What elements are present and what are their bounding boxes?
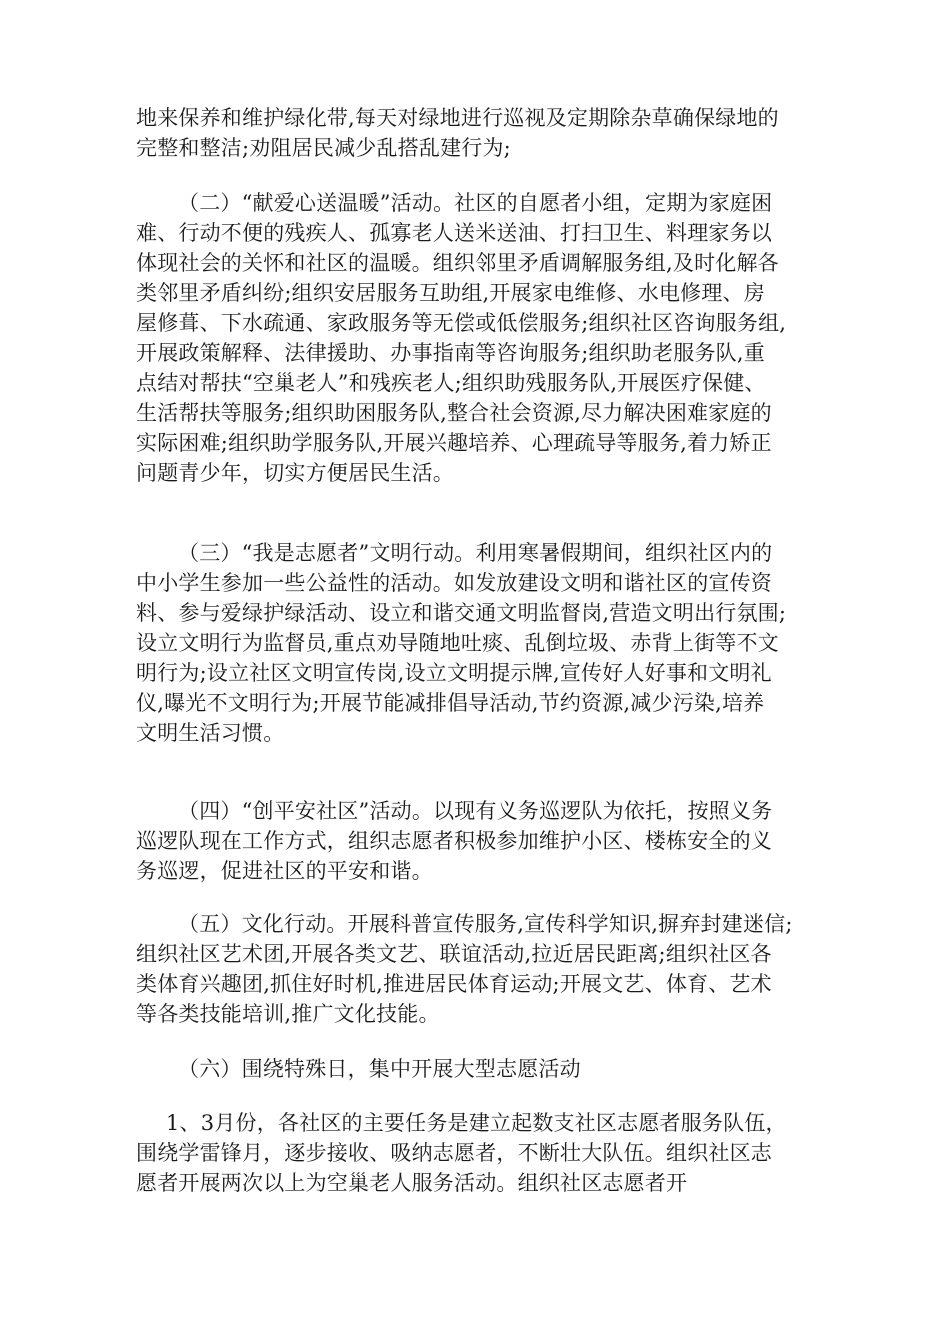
text-line: 难、行动不便的残疾人、孤寡老人送米送油、打扫卫生、料理家务以 bbox=[136, 221, 772, 245]
text-line: 问题青少年，切实方便居民生活。 bbox=[136, 461, 454, 485]
paragraph-march-task bbox=[136, 1108, 826, 1198]
text-line: 完整和整洁;劝阻居民减少乱搭乱建行为; bbox=[136, 136, 511, 160]
text-line: 地来保养和维护绿化带,每天对绿地进行巡视及定期除杂草确保绿地的 bbox=[136, 106, 779, 130]
text-line: 点结对帮扶“空巢老人”和残疾老人;组织助残服务队,开展医疗保健、 bbox=[136, 371, 766, 395]
text-line: （六）围绕特殊日，集中开展大型志愿活动 bbox=[178, 1057, 581, 1081]
text-line: 1、3月份，各社区的主要任务是建立起数支社区志愿者服务队伍， bbox=[166, 1111, 787, 1135]
text-line: （二）“献爱心送温暖”活动。社区的自愿者小组，定期为家庭困 bbox=[178, 191, 773, 215]
text-line: 生活帮扶等服务;组织助困服务队,整合社会资源,尽力解决困难家庭的 bbox=[136, 401, 772, 425]
text-line: 体现社会的关怀和社区的温暖。组织邻里矛盾调解服务组,及时化解各 bbox=[136, 251, 779, 275]
text-line: 屋修葺、下水疏通、家政服务等无偿或低偿服务;组织社区咨询服务组, bbox=[136, 311, 787, 335]
text-line: 围绕学雷锋月，逐步接收、吸纳志愿者，不断壮大队伍。组织社区志 bbox=[136, 1141, 772, 1165]
text-line: （三）“我是志愿者”文明行动。利用寒暑假期间，组织社区内的 bbox=[178, 541, 773, 565]
text-line: 等各类技能培训,推广文化技能。 bbox=[136, 1002, 440, 1026]
paragraph-section-4 bbox=[136, 796, 826, 886]
text-line: 巡逻队现在工作方式，组织志愿者积极参加维护小区、楼栋安全的义 bbox=[136, 829, 772, 853]
text-line: （五）文化行动。开展科普宣传服务,宣传科学知识,摒弃封建迷信; bbox=[178, 912, 793, 936]
text-line: 类体育兴趣团,抓住好时机,推进居民体育运动;开展文艺、体育、艺术 bbox=[136, 972, 772, 996]
text-line: 中小学生参加一些公益性的活动。如发放建设文明和谐社区的宣传资 bbox=[136, 571, 772, 595]
text-line: 愿者开展两次以上为空巢老人服务活动。组织社区志愿者开 bbox=[136, 1171, 688, 1195]
text-line: （四）“创平安社区”活动。以现有义务巡逻队为依托，按照义务 bbox=[178, 799, 773, 823]
text-line: 料、参与爱绿护绿活动、设立和谐交通文明监督岗,营造文明出行氛围; bbox=[136, 601, 787, 625]
paragraph-section-6-heading bbox=[136, 1054, 826, 1084]
text-line: 实际困难;组织助学服务队,开展兴趣培养、心理疏导等服务,着力矫正 bbox=[136, 431, 772, 455]
paragraph-section-5 bbox=[136, 909, 826, 1029]
paragraph-greening-maintenance bbox=[136, 103, 826, 163]
text-line: 组织社区艺术团,开展各类文艺、联谊活动,拉近居民距离;组织社区各 bbox=[136, 942, 772, 966]
text-line: 设立文明行为监督员,重点劝导随地吐痰、乱倒垃圾、赤背上街等不文 bbox=[136, 631, 779, 655]
paragraph-section-2 bbox=[136, 188, 826, 488]
text-line: 文明生活习惯。 bbox=[136, 721, 285, 745]
text-line: 仪,曝光不文明行为;开展节能减排倡导活动,节约资源,减少污染,培养 bbox=[136, 691, 765, 715]
text-line: 开展政策解释、法律援助、办事指南等咨询服务;组织助老服务队,重 bbox=[136, 341, 765, 365]
text-line: 类邻里矛盾纠纷;组织安居服务互助组,开展家电维修、水电修理、房 bbox=[136, 281, 765, 305]
text-line: 务巡逻，促进社区的平安和谐。 bbox=[136, 859, 433, 883]
text-line: 明行为;设立社区文明宣传岗,设立文明提示牌,宣传好人好事和文明礼 bbox=[136, 661, 772, 685]
paragraph-section-3 bbox=[136, 538, 826, 748]
